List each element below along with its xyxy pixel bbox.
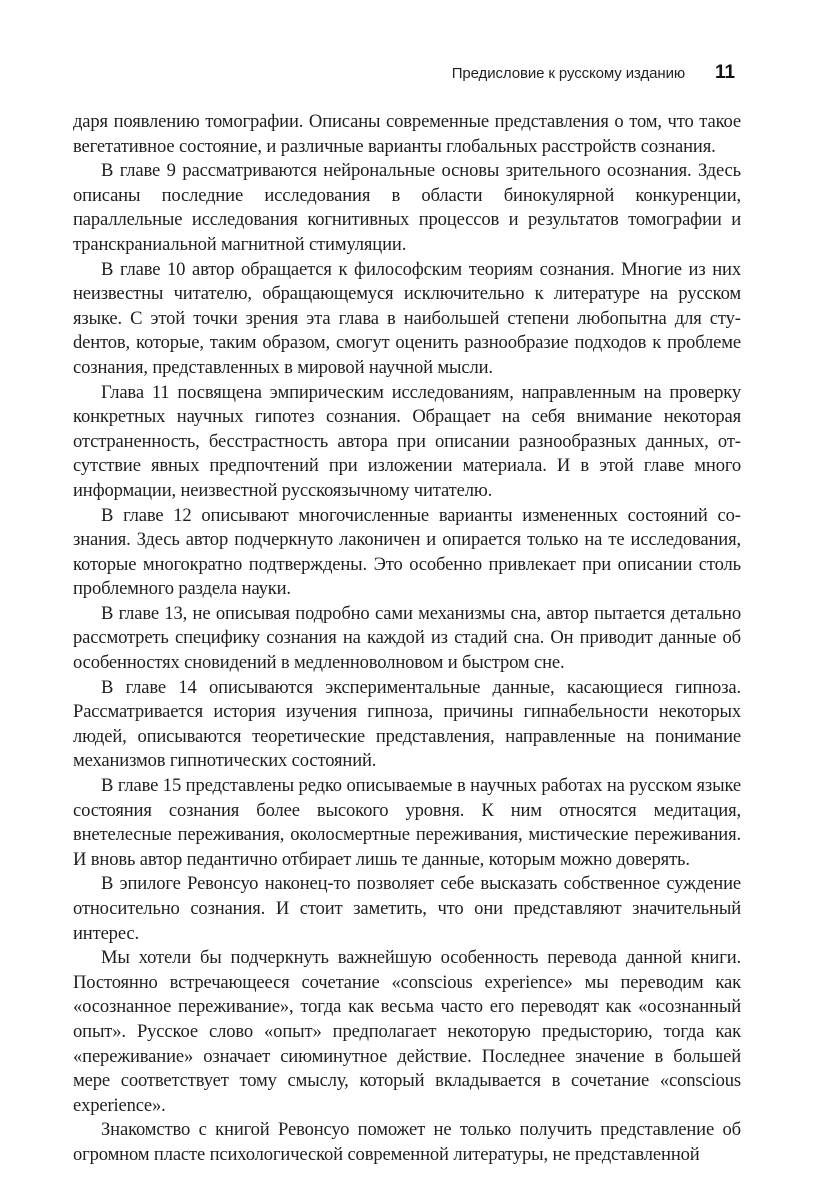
paragraph-chapter-10: В главе 10 автор обращается к философским теориям сознания. Многие из них неизвестны читателю, обращающемуся исключительно к литературе на русском языке. С этой точки зрения эта глава в наибольшей степени любопытна для стуdентов, которые, таким образом, смогут оценить разнообразие подходов к проблеме сознания, представленных в мировой научной мысли. [73, 258, 741, 378]
paragraph-chapter-9: В главе 9 рассматриваются нейрональные основы зрительного осознания. Здесь описаны последние исследования в области бинокулярной конкуренции, параллельные исследования когнитивных процессов и результатов томографии и транскраниальной магнитной стимуляции. [73, 160, 741, 255]
body-text [73, 110, 741, 1168]
paragraph-chapter-12: В главе 12 описывают многочисленные варианты измененных состояний сознания. Здесь автор подчеркнуто лаконичен и опирается только на те исследования, которые многократно подтверждены. Это особенно привлекает при описании столь проблемного раздела науки. [73, 504, 741, 600]
running-header [73, 62, 741, 88]
paragraph-chapter-11: Глава 11 посвящена эмпирическим исследованиям, направленным на проверку конкретных научных гипотез сознания. Обращает на себя внимание некоторая отстраненность, бесстрастность автора при описании разнообразных данных, отсутствие явных предпочтений при изложении материала. И в этой главе много информации, неизвестной русскоязычному читателю. [73, 381, 741, 501]
page-number: 11 [715, 62, 736, 83]
running-header-title: Предисловие к русскому изданию [451, 65, 685, 82]
paragraph-chapter-13: В главе 13, не описывая подробно сами механизмы сна, автор пытается детально рассмотреть специфику сознания на каждой из стадий сна. Он приводит данные об особенностях сновидений в медленноволновом и быстром сне. [73, 602, 741, 674]
paragraph-chapter-15: В главе 15 представлены редко описываемые в научных работах на русском языке состояния сознания более высокого уровня. К ним относятся медитация, внетелесные переживания, околосмертные переживания, мистические переживания. И вновь автор педантично отбирает лишь те данные, которым можно доверять. [73, 775, 741, 870]
paragraph-translation-note: Мы хотели бы подчеркнуть важнейшую особенность перевода данной книги. Постоянно встречающееся сочетание «conscious experience» мы переводим как «осознанное переживание», тогда как весьма часто его переводят как «осознанный опыт». Русское слово «опыт» предполагает некоторую предысторию, тогда как «переживание» означает сиюминутное действие. Последнее значение в большей мере соответствует тому смыслу, который вкладывается в сочетание «conscious experience». [73, 947, 741, 1116]
paragraph-conclusion: Знакомство с книгой Ревонсуо поможет не только получить представление об огромном пласте психологической современной литературы, не представленной [73, 1119, 741, 1165]
paragraph-continued: дaря появлению томографии. Описаны современные представления о том, что такое вегетативное состояние, и различные варианты глобальных расстройств сознания. [73, 111, 741, 157]
paragraph-chapter-14: В главе 14 описываются экспериментальные данные, касающиеся гипноза. Рассматривается история изучения гипноза, причины гипнабельности некоторых людей, описываются теоретические представления, направленные на понимание механизмов гипнотических состояний. [73, 676, 741, 772]
paragraph-epilogue: В эпилоге Ревонсуо наконец-то позволяет себе высказать собственное суждение относительно сознания. И стоит заметить, что они представляют значительный интерес. [73, 873, 741, 944]
